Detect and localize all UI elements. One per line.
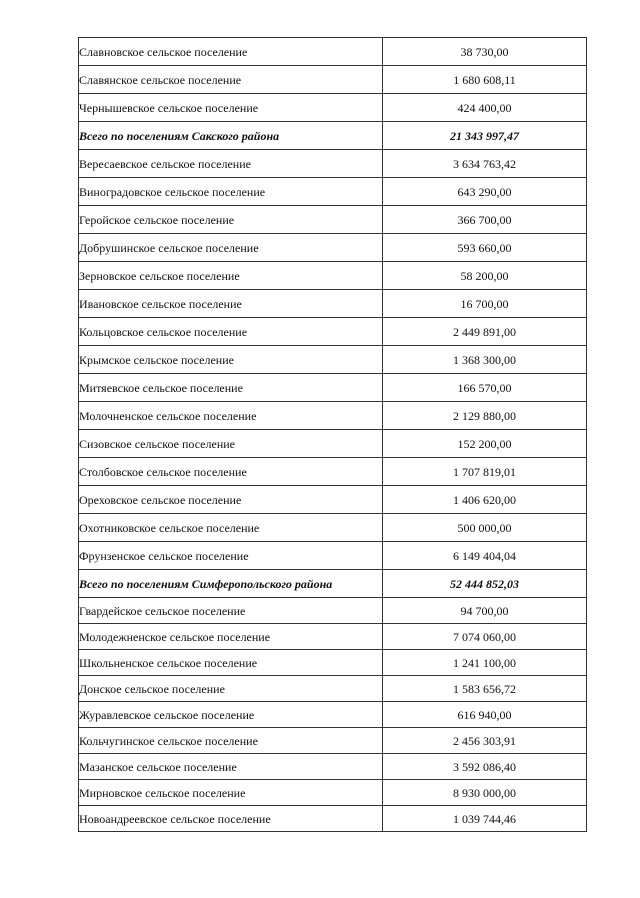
table-row [79, 806, 587, 832]
settlement-amount: 16 700,00 [383, 290, 587, 318]
district-total-row [79, 570, 587, 598]
settlement-name: Сизовское сельское поселение [79, 430, 383, 458]
table-row [79, 624, 587, 650]
settlement-amount: 1 368 300,00 [383, 346, 587, 374]
table-row [79, 66, 587, 94]
settlement-name: Молочненское сельское поселение [79, 402, 383, 430]
settlement-amount: 3 592 086,40 [383, 754, 587, 780]
district-total-row [79, 122, 587, 150]
table-row [79, 430, 587, 458]
table-row [79, 150, 587, 178]
settlement-name: Славновское сельское поселение [79, 38, 383, 66]
settlement-amount: 3 634 763,42 [383, 150, 587, 178]
table-row [79, 458, 587, 486]
settlement-name: Чернышевское сельское поселение [79, 94, 383, 122]
settlement-name: Фрунзенское сельское поселение [79, 542, 383, 570]
settlement-amount: 1 680 608,11 [383, 66, 587, 94]
table-row [79, 94, 587, 122]
settlement-amount: 58 200,00 [383, 262, 587, 290]
table-row [79, 486, 587, 514]
settlement-name: Митяевское сельское поселение [79, 374, 383, 402]
table-row [79, 514, 587, 542]
settlement-name: Новоандреевское сельское поселение [79, 806, 383, 832]
table-row [79, 318, 587, 346]
table-row [79, 598, 587, 624]
settlement-amount: 424 400,00 [383, 94, 587, 122]
settlement-name: Молодежненское сельское поселение [79, 624, 383, 650]
settlement-amount: 1 406 620,00 [383, 486, 587, 514]
district-total-amount: 21 343 997,47 [383, 122, 587, 150]
table-row [79, 206, 587, 234]
settlement-name: Ореховское сельское поселение [79, 486, 383, 514]
settlement-name: Кольчугинское сельское поселение [79, 728, 383, 754]
table-row [79, 402, 587, 430]
settlement-name: Крымское сельское поселение [79, 346, 383, 374]
settlement-name: Охотниковское сельское поселение [79, 514, 383, 542]
settlement-name: Школьненское сельское поселение [79, 650, 383, 676]
settlement-name: Донское сельское поселение [79, 676, 383, 702]
table-row [79, 38, 587, 66]
settlement-name: Гвардейское сельское поселение [79, 598, 383, 624]
table-row [79, 728, 587, 754]
table-row [79, 702, 587, 728]
settlement-amount: 1 039 744,46 [383, 806, 587, 832]
settlement-name: Геройское сельское поселение [79, 206, 383, 234]
settlement-amount: 8 930 000,00 [383, 780, 587, 806]
settlements-amounts-table [78, 37, 587, 832]
district-total-label: Всего по поселениям Симферопольского района [79, 570, 383, 598]
table-row [79, 178, 587, 206]
district-total-label: Всего по поселениям Сакского района [79, 122, 383, 150]
settlement-name: Ивановское сельское поселение [79, 290, 383, 318]
table-row [79, 676, 587, 702]
settlement-name: Вересаевское сельское поселение [79, 150, 383, 178]
settlement-amount: 1 241 100,00 [383, 650, 587, 676]
settlement-amount: 593 660,00 [383, 234, 587, 262]
settlement-amount: 616 940,00 [383, 702, 587, 728]
settlement-amount: 366 700,00 [383, 206, 587, 234]
settlement-name: Славянское сельское поселение [79, 66, 383, 94]
settlement-name: Кольцовское сельское поселение [79, 318, 383, 346]
settlement-name: Мазанское сельское поселение [79, 754, 383, 780]
settlement-amount: 7 074 060,00 [383, 624, 587, 650]
settlement-name: Столбовское сельское поселение [79, 458, 383, 486]
settlement-amount: 1 583 656,72 [383, 676, 587, 702]
settlement-amount: 643 290,00 [383, 178, 587, 206]
table-body [79, 38, 587, 832]
settlement-name: Виноградовское сельское поселение [79, 178, 383, 206]
table-row [79, 650, 587, 676]
settlement-amount: 94 700,00 [383, 598, 587, 624]
table-row [79, 374, 587, 402]
table-row [79, 542, 587, 570]
settlement-amount: 2 449 891,00 [383, 318, 587, 346]
settlement-amount: 38 730,00 [383, 38, 587, 66]
settlement-amount: 2 456 303,91 [383, 728, 587, 754]
table-row [79, 346, 587, 374]
settlement-amount: 2 129 880,00 [383, 402, 587, 430]
settlement-name: Зерновское сельское поселение [79, 262, 383, 290]
table-row [79, 780, 587, 806]
settlement-name: Добрушинское сельское поселение [79, 234, 383, 262]
settlement-amount: 166 570,00 [383, 374, 587, 402]
settlement-name: Журавлевское сельское поселение [79, 702, 383, 728]
table-row [79, 234, 587, 262]
district-total-amount: 52 444 852,03 [383, 570, 587, 598]
settlement-amount: 500 000,00 [383, 514, 587, 542]
table-row [79, 262, 587, 290]
table-row [79, 754, 587, 780]
settlement-name: Мирновское сельское поселение [79, 780, 383, 806]
settlement-amount: 6 149 404,04 [383, 542, 587, 570]
table-row [79, 290, 587, 318]
settlement-amount: 1 707 819,01 [383, 458, 587, 486]
settlement-amount: 152 200,00 [383, 430, 587, 458]
